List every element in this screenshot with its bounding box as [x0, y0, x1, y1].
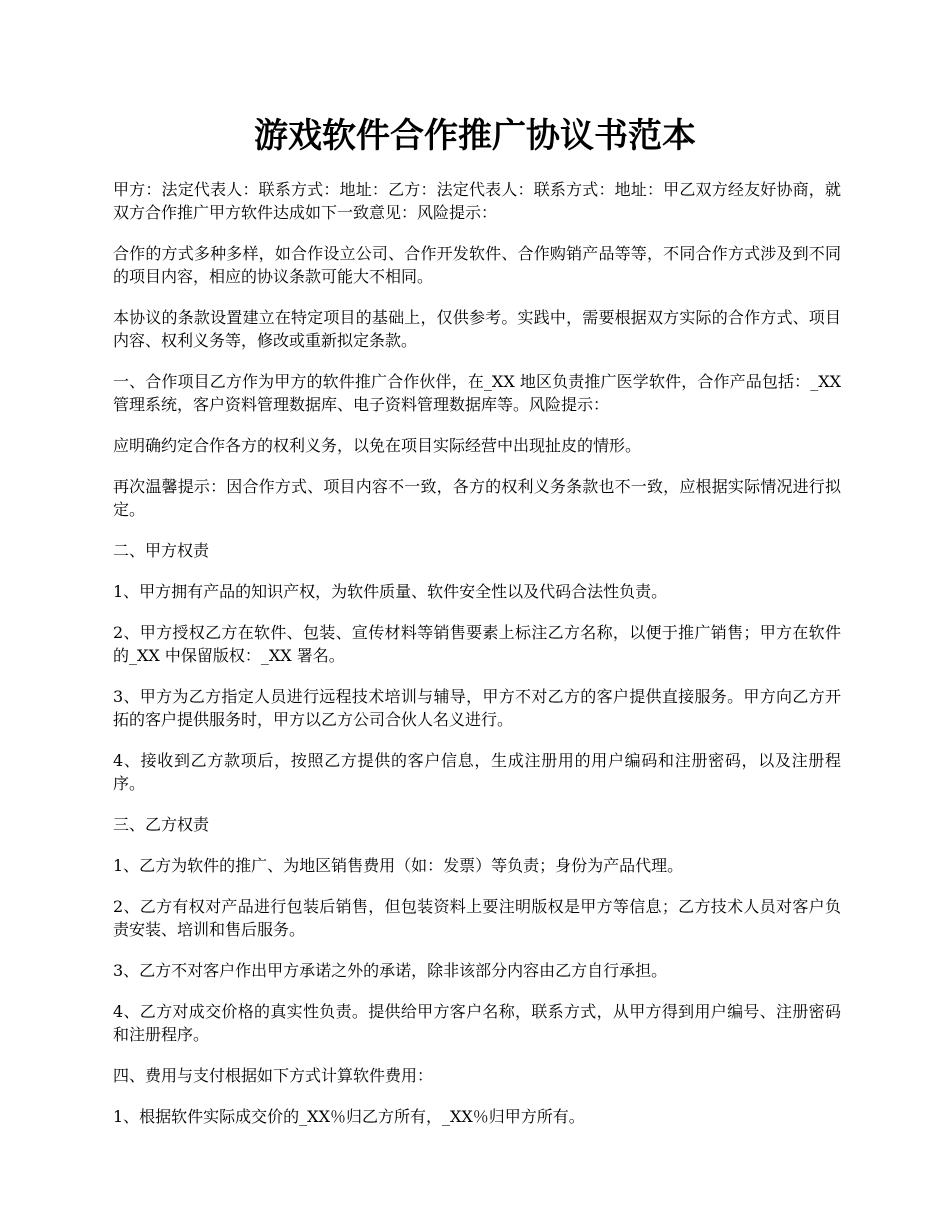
paragraph-section-1: 一、合作项目乙方作为甲方的软件推广合作伙伴，在_XX 地区负责推广医学软件，合作产品包括：_XX 管理系统，客户资料管理数据库、电子资料管理数据库等。风险提示：: [113, 372, 841, 414]
paragraph-party-a-4: 4、接收到乙方款项后，按照乙方提供的客户信息，生成注册用的用户编码和注册密码，以及注册程序。: [113, 751, 841, 793]
paragraph-risk-note-2: 本协议的条款设置建立在特定项目的基础上，仅供参考。实践中，需要根据双方实际的合作方式、项目内容、权利义务等，修改或重新拟定条款。: [113, 308, 841, 350]
paragraph-party-a-2: 2、甲方授权乙方在软件、包装、宣传材料等销售要素上标注乙方名称，以便于推广销售；甲方在软件的_XX 中保留版权：_XX 署名。: [113, 623, 841, 665]
paragraph-party-a-1: 1、甲方拥有产品的知识产权，为软件质量、软件安全性以及代码合法性负责。: [113, 582, 668, 601]
section-heading-party-b: 三、乙方权责: [113, 815, 210, 834]
paragraph-party-b-3: 3、乙方不对客户作出甲方承诺之外的承诺，除非该部分内容由乙方自行承担。: [113, 961, 668, 980]
section-heading-party-a: 二、甲方权责: [113, 541, 210, 560]
paragraph-party-a-3: 3、甲方为乙方指定人员进行远程技术培训与辅导，甲方不对乙方的客户提供直接服务。甲方向乙方开拓的客户提供服务时，甲方以乙方公司合伙人名义进行。: [113, 687, 841, 729]
paragraph-risk-note-1: 合作的方式多种多样，如合作设立公司、合作开发软件、合作购销产品等等，不同合作方式涉及到不同的项目内容，相应的协议条款可能大不相同。: [113, 244, 841, 286]
document-body: [113, 178, 841, 1146]
paragraph-party-b-1: 1、乙方为软件的推广、为地区销售费用（如：发票）等负责；身份为产品代理。: [113, 856, 684, 875]
paragraph-reminder: 再次温馨提示：因合作方式、项目内容不一致，各方的权利义务条款也不一致，应根据实际情况进行拟定。: [113, 477, 841, 519]
paragraph-party-b-2: 2、乙方有权对产品进行包装后销售，但包装资料上要注明版权是甲方等信息；乙方技术人员对客户负责安装、培训和售后服务。: [113, 897, 841, 939]
paragraph-party-b-4: 4、乙方对成交价格的真实性负责。提供给甲方客户名称，联系方式，从甲方得到用户编号、注册密码和注册程序。: [113, 1002, 841, 1044]
paragraph-risk-note-3: 应明确约定合作各方的权利义务，以免在项目实际经营中出现扯皮的情形。: [113, 436, 642, 455]
section-heading-fees: 四、费用与支付根据如下方式计算软件费用：: [113, 1066, 434, 1085]
paragraph-fees-1: 1、根据软件实际成交价的_XX％归乙方所有，_XX％归甲方所有。: [113, 1107, 585, 1126]
document-title: 游戏软件合作推广协议书范本: [254, 116, 696, 156]
paragraph-preamble: 甲方：法定代表人：联系方式：地址：乙方：法定代表人：联系方式：地址：甲乙双方经友好协商，就双方合作推广甲方软件达成如下一致意见：风险提示：: [113, 180, 841, 222]
